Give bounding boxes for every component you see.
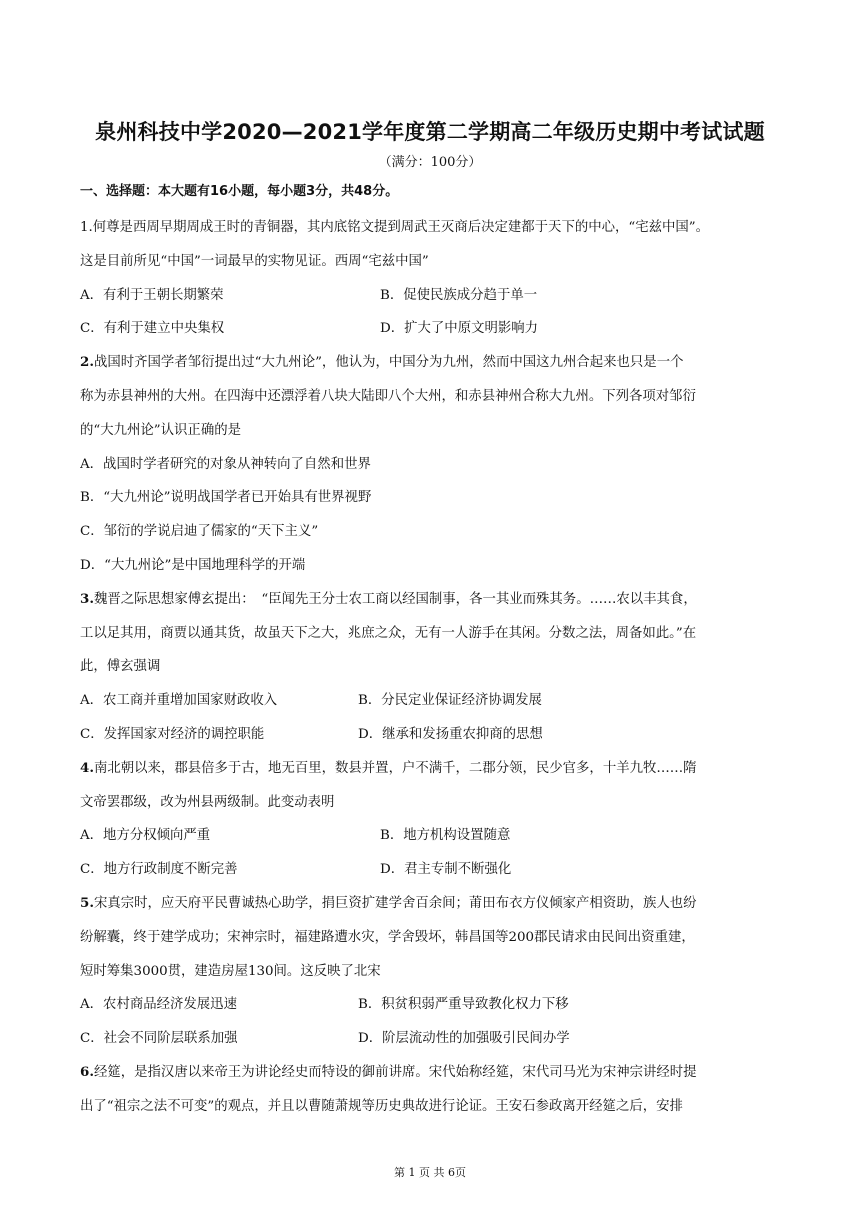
option-d[interactable]: D．扩大了中原文明影响力 xyxy=(380,321,539,337)
question-3 xyxy=(80,583,796,752)
option-a[interactable]: A．有利于王朝长期繁荣 xyxy=(80,287,224,303)
question-number: 1. xyxy=(80,220,93,235)
option-b[interactable]: B．积贫积弱严重导致教化权力下移 xyxy=(358,997,569,1013)
option-b[interactable]: B．地方机构设置随意 xyxy=(380,828,511,844)
option-c[interactable]: C．有利于建立中央集权 xyxy=(80,321,225,337)
question-number: 2. xyxy=(80,354,94,371)
option-d[interactable]: D．君主专制不断强化 xyxy=(380,862,512,878)
question-text-line: 这是目前所见“中国”一词最早的实物见证。西周“宅兹中国” xyxy=(80,253,429,269)
option-b[interactable]: B．促使民族成分趋于单一 xyxy=(380,287,538,303)
question-number: 4. xyxy=(80,759,94,776)
option-c[interactable]: C．发挥国家对经济的调控职能 xyxy=(80,726,265,742)
question-text-line: 称为赤县神州的大州。在四海中还漂浮着八块大陆即八个大州，和赤县神州合称大九州。下列各项对邹衍 xyxy=(80,388,696,404)
option-a[interactable]: A．地方分权倾向严重 xyxy=(80,828,211,844)
question-number: 5. xyxy=(80,894,94,911)
question-text-line: 短时筹集3000贯，建造房屋130间。这反映了北宋 xyxy=(80,963,381,979)
option-a[interactable]: A．战国时学者研究的对象从神转向了自然和世界 xyxy=(80,456,371,472)
option-row xyxy=(80,684,796,718)
section-heading: 一、选择题：本大题有16小题，每小题3分，共48分。 xyxy=(80,184,399,199)
option-d[interactable]: D．阶层流动性的加强吸引民间办学 xyxy=(358,1031,570,1047)
option-c[interactable]: C．地方行政制度不断完善 xyxy=(80,862,238,878)
option-d[interactable]: D．继承和发扬重农抑商的思想 xyxy=(358,726,543,742)
question-number: 6. xyxy=(80,1063,94,1080)
option-a[interactable]: A．农村商品经济发展迅速 xyxy=(80,997,237,1013)
question-text-line: 此，傅玄强调 xyxy=(80,659,161,675)
question-2 xyxy=(80,346,796,583)
option-row xyxy=(80,312,796,346)
option-row xyxy=(80,718,796,752)
question-6 xyxy=(80,1056,796,1124)
option-d[interactable]: D．“大九州论”是中国地理科学的开端 xyxy=(80,557,306,573)
question-text-line: 1.何尊是西周早期周成王时的青铜器，其内底铭文提到周武王灭商后决定建都于天下的中心，“宅兹中国”。 xyxy=(80,220,710,235)
full-score-note: （满分：100分） xyxy=(378,155,482,170)
question-4 xyxy=(80,752,796,887)
exam-title: 泉州科技中学2020—2021学年度第二学期高二年级历史期中考试试题 xyxy=(95,120,765,144)
option-row xyxy=(80,988,796,1022)
question-1 xyxy=(80,211,796,346)
question-text-line: 的“大九州论”认识正确的是 xyxy=(80,422,241,438)
question-text-line: 6.经筵，是指汉唐以来帝王为讲论经史而特设的御前讲席。宋代始称经筵，宋代司马光为宋神宗讲经时提 xyxy=(80,1063,697,1080)
questions-container xyxy=(80,211,796,1124)
page-footer: 第 1 页 共 6页 xyxy=(394,1166,466,1179)
option-c[interactable]: C．邹衍的学说启迪了儒家的“天下主义” xyxy=(80,524,319,540)
question-number: 3. xyxy=(80,590,94,607)
option-a[interactable]: A．农工商并重增加国家财政收入 xyxy=(80,693,278,709)
question-text-line: 5.宋真宗时，应天府平民曹诚热心助学，捐巨资扩建学舍百余间；莆田布衣方仪倾家产相资助，族人也纷 xyxy=(80,894,697,911)
option-row xyxy=(80,279,796,313)
question-text-line: 纷解囊，终于建学成功；宋神宗时，福建路遭水灾，学舍毁坏，韩昌国等200郡民请求由民间出资重建， xyxy=(80,929,695,945)
question-text-line: 出了“祖宗之法不可变”的观点，并且以曹随萧规等历史典故进行论证。王安石参政离开经筵之后，安排 xyxy=(80,1098,683,1114)
question-text-line: 3.魏晋之际思想家傅玄提出： “臣闻先王分士农工商以经国制事，各一其业而殊其务。……农以丰其食， xyxy=(80,590,697,607)
question-text-line: 2.战国时齐国学者邹衍提出过“大九州论”，他认为，中国分为九州，然而中国这九州合起来也只是一个 xyxy=(80,354,684,371)
question-5 xyxy=(80,887,796,1056)
question-text-line: 工以足其用，商贾以通其货，故虽天下之大，兆庶之众，无有一人游手在其闲。分数之法，周备如此。”在 xyxy=(80,625,697,641)
option-b[interactable]: B．分民定业保证经济协调发展 xyxy=(358,693,542,709)
option-row xyxy=(80,1022,796,1056)
question-text-line: 4.南北朝以来，郡县倍多于古，地无百里，数县并置，户不满千，二郡分领，民少官多，十羊九牧……隋 xyxy=(80,759,697,776)
option-row xyxy=(80,853,796,887)
question-text-line: 文帝罢郡级，改为州县两级制。此变动表明 xyxy=(80,794,335,810)
option-b[interactable]: B．“大九州论”说明战国学者已开始具有世界视野 xyxy=(80,490,372,506)
option-row xyxy=(80,819,796,853)
option-c[interactable]: C．社会不同阶层联系加强 xyxy=(80,1031,238,1047)
